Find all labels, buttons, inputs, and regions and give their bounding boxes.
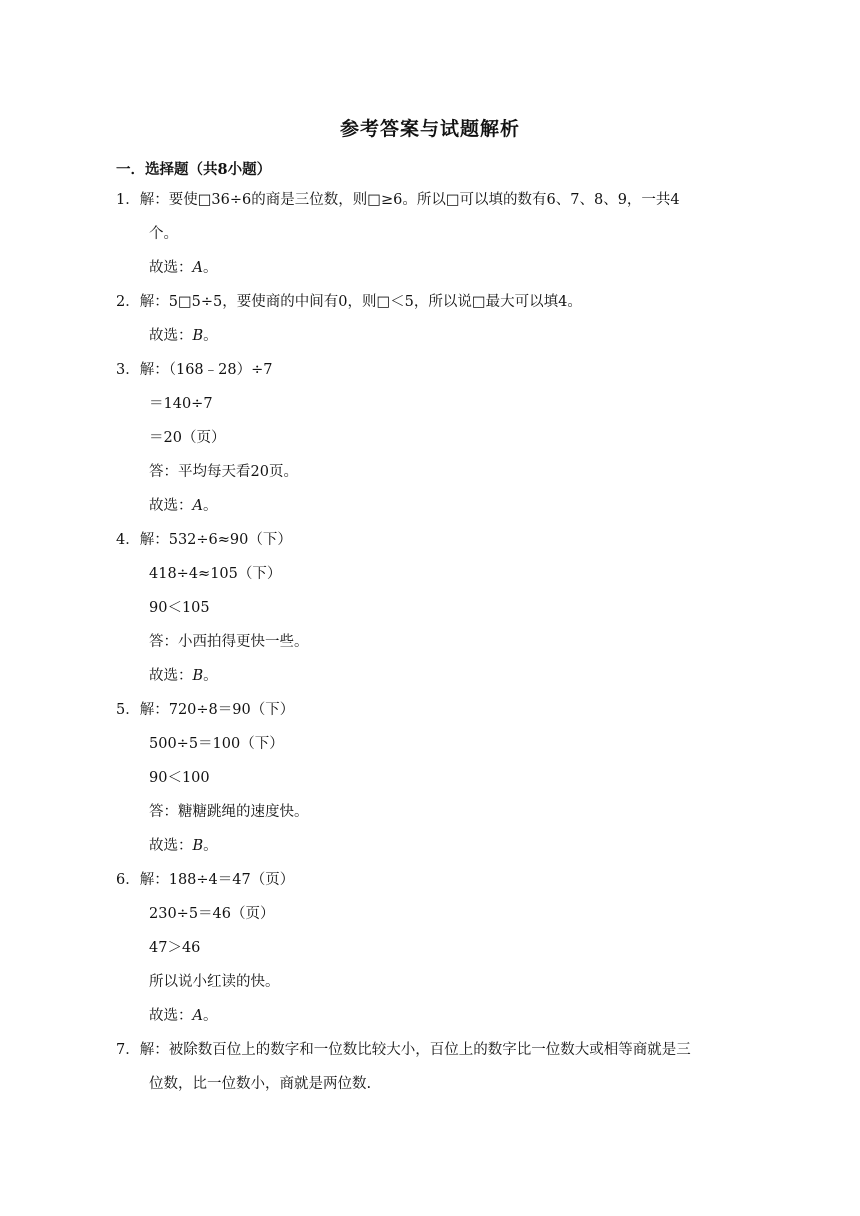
answer-line: 4．解：532÷6≈90（下）: [116, 532, 292, 548]
choice-prefix: 故选：: [149, 328, 193, 344]
choice-prefix: 故选：: [149, 838, 193, 854]
choice-prefix: 故选：: [149, 498, 193, 514]
answer-line: 答：小西拍得更快一些。: [149, 634, 309, 650]
answer-line: ＝20（页）: [149, 430, 226, 446]
answer-line: 1．解：要使□36÷6的商是三位数，则□≥6。所以□可以填的数有6、7、8、9，一共4: [116, 192, 680, 208]
choice-suffix: 。: [203, 838, 218, 854]
answer-line: [149, 836, 218, 856]
answer-line: [149, 258, 217, 278]
choice-suffix: 。: [202, 498, 218, 514]
choice-prefix: 故选：: [149, 1008, 193, 1024]
choice-letter: B: [192, 328, 204, 344]
answer-line: ＝140÷7: [149, 396, 213, 412]
choice-letter: A: [192, 498, 203, 514]
answer-line: 位数，比一位数小，商就是两位数.: [149, 1076, 372, 1092]
choice-letter: A: [192, 1008, 203, 1024]
page-title: 参考答案与试题解析: [339, 118, 520, 140]
answer-line: [149, 496, 217, 516]
answer-line: 个。: [149, 226, 178, 242]
answer-line: 所以说小红读的快。: [149, 974, 280, 990]
choice-letter: B: [192, 838, 204, 854]
choice-suffix: 。: [202, 260, 218, 276]
choice-prefix: 故选：: [149, 668, 193, 684]
answer-line: 7．解：被除数百位上的数字和一位数比较大小，百位上的数字比一位数大或相等商就是三: [116, 1042, 691, 1058]
section-heading: 一．选择题（共8小题）: [116, 161, 272, 178]
answer-line: [149, 1006, 217, 1026]
answer-line: [149, 326, 218, 346]
answer-line: [149, 666, 218, 686]
answer-line: 90＜100: [149, 770, 210, 786]
answer-line: 2．解：5□5÷5，要使商的中间有0，则□＜5，所以说□最大可以填4。: [116, 294, 582, 310]
choice-suffix: 。: [202, 1008, 218, 1024]
answer-line: 90＜105: [149, 600, 210, 616]
answer-line: 418÷4≈105（下）: [149, 566, 282, 582]
answer-line: 500÷5＝100（下）: [149, 736, 284, 752]
choice-letter: B: [192, 668, 204, 684]
choice-suffix: 。: [203, 328, 218, 344]
answer-line: 答：平均每天看20页。: [149, 464, 298, 480]
answer-line: 5．解：720÷8＝90（下）: [116, 702, 295, 718]
answer-line: 3．解：（168﹣28）÷7: [116, 362, 273, 378]
choice-suffix: 。: [203, 668, 218, 684]
answer-line: 230÷5＝46（页）: [149, 906, 275, 922]
answer-line: 答：糖糖跳绳的速度快。: [149, 804, 309, 820]
choice-prefix: 故选：: [149, 260, 193, 276]
answer-line: 6．解：188÷4＝47（页）: [116, 872, 295, 888]
choice-letter: A: [192, 260, 203, 276]
answer-line: 47＞46: [149, 940, 201, 956]
